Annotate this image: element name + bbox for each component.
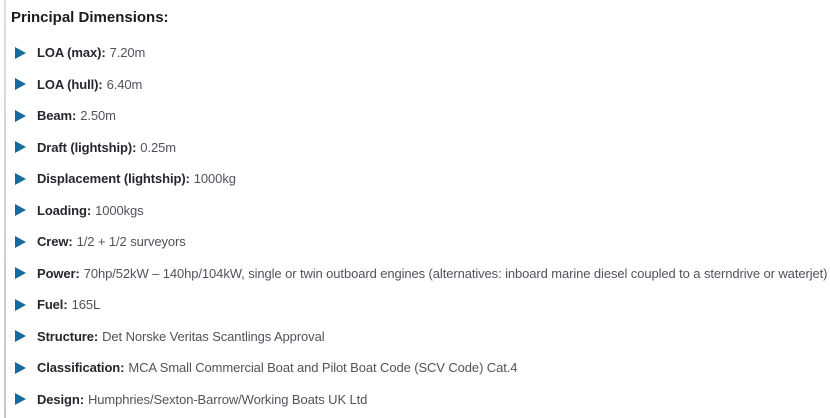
spec-value: 1000kg — [193, 171, 236, 187]
spec-value: 1000kgs — [95, 202, 144, 218]
spec-label: Loading: — [37, 202, 92, 218]
triangle-right-icon — [15, 299, 26, 311]
spec-label: Design: — [37, 391, 84, 407]
spec-value: 70hp/52kW – 140hp/104kW, single or twin outboard engines (alternatives: inboard marine diesel coupled to a sterndrive or waterjet) — [83, 265, 828, 281]
triangle-right-icon — [15, 78, 26, 90]
spec-item-loa-max — [0, 37, 830, 69]
spec-item-structure — [0, 321, 830, 353]
spec-value: 165L — [71, 297, 101, 313]
spec-item-classification — [0, 352, 830, 384]
spec-value: MCA Small Commercial Boat and Pilot Boat Code (SCV Code) Cat.4 — [128, 360, 518, 376]
spec-item-draft — [0, 132, 830, 164]
spec-item-design — [0, 384, 830, 416]
triangle-right-icon — [15, 393, 26, 405]
spec-label: Beam: — [37, 108, 77, 124]
spec-label: LOA (hull): — [37, 76, 103, 92]
triangle-right-icon — [15, 267, 26, 279]
spec-label: Power: — [37, 265, 80, 281]
spec-label: Draft (lightship): — [37, 139, 137, 155]
triangle-right-icon — [15, 330, 26, 342]
section-title: Principal Dimensions: — [11, 9, 169, 26]
spec-item-loading — [0, 195, 830, 227]
spec-item-displacement — [0, 163, 830, 195]
spec-label: Classification: — [37, 360, 125, 376]
spec-item-power — [0, 258, 830, 290]
spec-list — [0, 37, 830, 415]
spec-value: Humphries/Sexton-Barrow/Working Boats UK Ltd — [87, 391, 368, 407]
spec-value: 1/2 + 1/2 surveyors — [76, 234, 186, 250]
triangle-right-icon — [15, 236, 26, 248]
spec-label: Fuel: — [37, 297, 68, 313]
triangle-right-icon — [15, 204, 26, 216]
spec-label: Crew: — [37, 234, 73, 250]
spec-item-loa-hull — [0, 69, 830, 101]
spec-value: 7.20m — [109, 45, 146, 61]
spec-value: Det Norske Veritas Scantlings Approval — [102, 328, 325, 344]
spec-value: 2.50m — [80, 108, 116, 124]
spec-value: 6.40m — [106, 76, 143, 92]
spec-item-crew — [0, 226, 830, 258]
triangle-right-icon — [15, 47, 26, 59]
spec-value: 0.25m — [140, 139, 176, 155]
spec-label: Structure: — [37, 328, 99, 344]
triangle-right-icon — [15, 173, 26, 185]
triangle-right-icon — [15, 141, 26, 153]
spec-label: LOA (max): — [37, 45, 106, 61]
spec-item-fuel — [0, 289, 830, 321]
spec-label: Displacement (lightship): — [37, 171, 190, 187]
triangle-right-icon — [15, 362, 26, 374]
triangle-right-icon — [15, 110, 26, 122]
spec-item-beam — [0, 100, 830, 132]
